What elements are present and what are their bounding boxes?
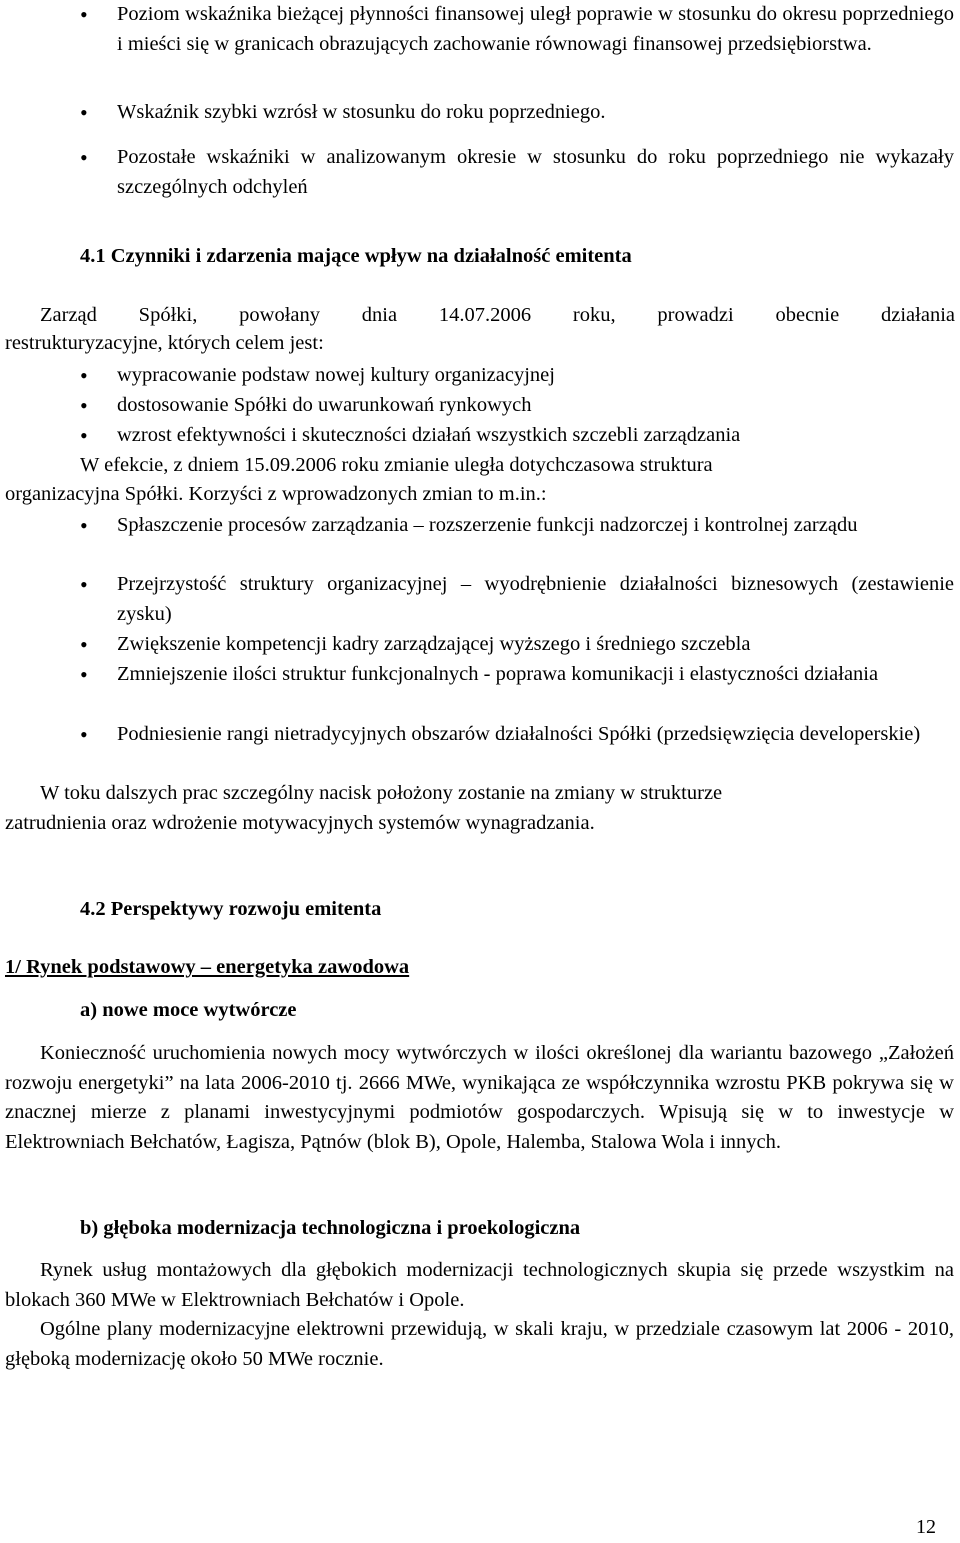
- bullet-icon: [80, 391, 96, 423]
- bullet-icon: [80, 570, 96, 602]
- list-item: Podniesienie rangi nietradycyjnych obszarów działalności Spółki (przedsięwzięcia developerskie): [117, 723, 921, 745]
- list-item: Wskaźnik szybki wzrósł w stosunku do roku poprzedniego.: [117, 101, 606, 123]
- list-item: Zwiększenie kompetencji kadry zarządzającej wyższego i średniego szczebla: [117, 633, 751, 655]
- closing-paragraph-line: W toku dalszych prac szczególny nacisk położony zostanie na zmiany w strukturze: [40, 782, 723, 804]
- page-number: 12: [916, 1516, 936, 1538]
- intro-paragraph-line: restrukturyzacyjne, których celem jest:: [5, 332, 324, 354]
- list-item: Przejrzystość struktury organizacyjnej – wyodrębnienie działalności biznesowych (zestawienie zysku): [117, 573, 954, 625]
- section-heading-4-2: 4.2 Perspektywy rozwoju emitenta: [80, 898, 382, 920]
- bullet-icon: [80, 511, 96, 543]
- bullet-icon: [80, 630, 96, 662]
- bullet-icon: [80, 720, 96, 752]
- closing-paragraph-line: zatrudnienia oraz wdrożenie motywacyjnych systemów wynagradzania.: [5, 812, 595, 834]
- list-item: Pozostałe wskaźniki w analizowanym okresie w stosunku do roku poprzedniego nie wykazały szczególnych odchyleń: [117, 146, 954, 198]
- list-item: wypracowanie podstaw nowej kultury organizacyjnej: [117, 364, 555, 386]
- subsection-b-paragraph: Rynek usług montażowych dla głębokich modernizacji technologicznych skupia się przede wszystkim na blokach 360 MWe w Elektrowniach Bełchatów i Opole.: [5, 1259, 954, 1311]
- list-item: Spłaszczenie procesów zarządzania – rozszerzenie funkcji nadzorczej i kontrolnej zarządu: [117, 514, 858, 536]
- subsection-heading-a: a) nowe moce wytwórcze: [80, 999, 297, 1021]
- section-heading-4-1: 4.1 Czynniki i zdarzenia mające wpływ na działalność emitenta: [80, 245, 632, 267]
- intro-paragraph-line: Zarząd Spółki, powołany dnia 14.07.2006 roku, prowadzi obecnie działania: [40, 304, 955, 326]
- effect-paragraph-line: W efekcie, z dniem 15.09.2006 roku zmianie uległa dotychczasowa struktura: [80, 454, 713, 476]
- list-item: Poziom wskaźnika bieżącej płynności finansowej uległ poprawie w stosunku do okresu poprzedniego i mieści się w granicach obrazujących zachowanie równowagi finansowej przedsiębiorstwa.: [117, 3, 954, 55]
- bullet-icon: [80, 98, 96, 130]
- bullet-icon: [80, 361, 96, 393]
- bullet-icon: [80, 143, 96, 175]
- bullet-icon: [80, 421, 96, 453]
- effect-paragraph-line: organizacyjna Spółki. Korzyści z wprowadzonych zmian to m.in.:: [5, 483, 547, 505]
- list-item: dostosowanie Spółki do uwarunkowań rynkowych: [117, 394, 532, 416]
- list-item: Zmniejszenie ilości struktur funkcjonalnych - poprawa komunikacji i elastyczności działania: [117, 663, 879, 685]
- market-heading: 1/ Rynek podstawowy – energetyka zawodowa: [5, 956, 410, 978]
- subsection-b-paragraph: Ogólne plany modernizacyjne elektrowni przewidują, w skali kraju, w przedziale czasowym lat 2006 - 2010, głęboką modernizację około 50 MWe rocznie.: [5, 1318, 954, 1370]
- bullet-icon: [80, 660, 96, 692]
- subsection-a-paragraph: Konieczność uruchomienia nowych mocy wytwórczych w ilości określonej dla wariantu bazowego „Założeń rozwoju energetyki” na lata 2006-2010 tj. 2666 MWe, wynikająca ze współczynnika wzrostu PKB pokrywa się w znacznej mierze z planami inwestycyjnymi podmiotów gospodarczych. Wpisują się w to inwestycje w Elektrowniach Bełchatów, Łagisza, Pątnów (blok B), Opole, Halemba, Stalowa Wola i innych.: [5, 1042, 954, 1153]
- bullet-icon: [80, 0, 96, 32]
- list-item: wzrost efektywności i skuteczności działań wszystkich szczebli zarządzania: [117, 424, 741, 446]
- subsection-heading-b: b) głęboka modernizacja technologiczna i proekologiczna: [80, 1217, 581, 1239]
